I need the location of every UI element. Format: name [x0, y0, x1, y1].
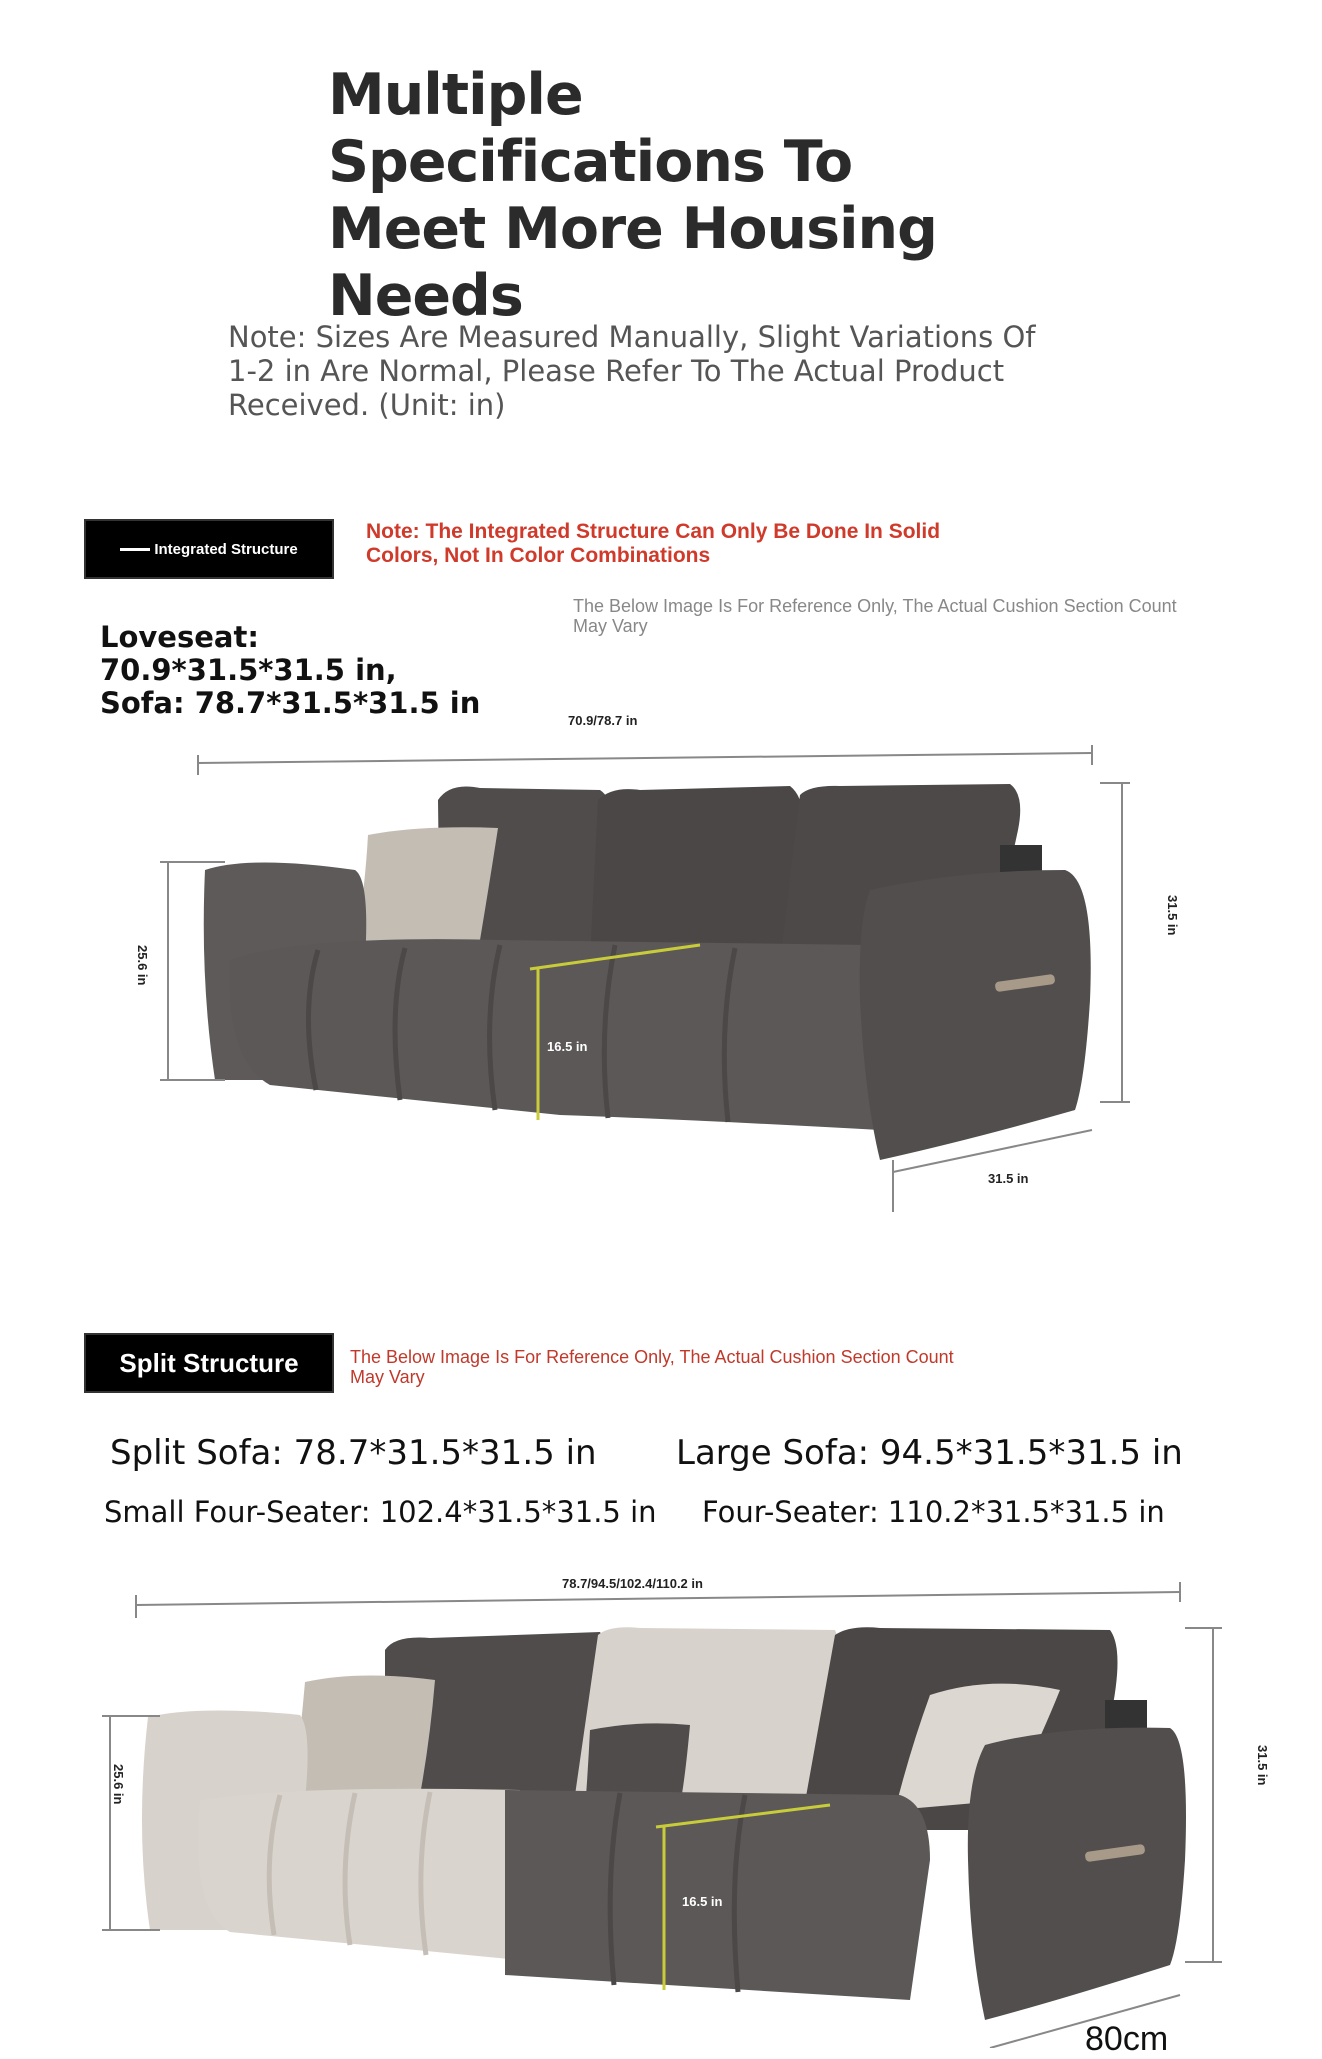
- four-seater-spec: Four-Seater: 110.2*31.5*31.5 in: [702, 1495, 1165, 1529]
- integrated-reference-note: The Below Image Is For Reference Only, The Actual Cushion Section Count May Vary: [573, 596, 1177, 636]
- loveseat-heading: Loveseat:: [100, 620, 259, 654]
- measurement-note: Note: Sizes Are Measured Manually, Slight Variations Of 1-2 in Are Normal, Please Refer To The Actual Product Received. (Unit: in): [228, 320, 1036, 422]
- large-sofa-spec: Large Sofa: 94.5*31.5*31.5 in: [676, 1433, 1183, 1473]
- split-right-arm: [968, 1728, 1186, 2020]
- integrated-total-height-label: 31.5 in: [1165, 895, 1180, 936]
- page-title: Multiple Specifications To Meet More Housing Needs: [328, 62, 937, 329]
- split-depth-label: 80cm: [1085, 2020, 1169, 2058]
- split-seat-height-label: 16.5 in: [682, 1894, 723, 1909]
- integrated-seat-height-label: 16.5 in: [547, 1039, 588, 1054]
- integrated-color-note: Note: The Integrated Structure Can Only Be Done In Solid Colors, Not In Color Combinations: [366, 520, 941, 567]
- integrated-width-label: 70.9/78.7 in: [568, 713, 638, 728]
- integrated-depth-label: 31.5 in: [988, 1171, 1029, 1186]
- loveseat-size: 70.9*31.5*31.5 in,: [100, 653, 397, 687]
- split-total-height-label: 31.5 in: [1255, 1745, 1270, 1786]
- integrated-structure-text: Integrated Structure: [154, 540, 298, 558]
- split-structure-label: Split Structure: [84, 1333, 334, 1393]
- integrated-arm-height-label: 25.6 in: [135, 945, 150, 986]
- small-four-seater-spec: Small Four-Seater: 102.4*31.5*31.5 in: [104, 1495, 657, 1529]
- split-arm-height-label: 25.6 in: [111, 1764, 126, 1805]
- sofa-size: Sofa: 78.7*31.5*31.5 in: [100, 686, 481, 720]
- split-seat-light: [198, 1789, 520, 1960]
- split-width-label: 78.7/94.5/102.4/110.2 in: [562, 1576, 703, 1591]
- split-pillow-light-left: [292, 1675, 435, 1798]
- split-reference-note: The Below Image Is For Reference Only, The Actual Cushion Section Count May Vary: [350, 1347, 954, 1387]
- split-sofa-spec: Split Sofa: 78.7*31.5*31.5 in: [110, 1433, 597, 1473]
